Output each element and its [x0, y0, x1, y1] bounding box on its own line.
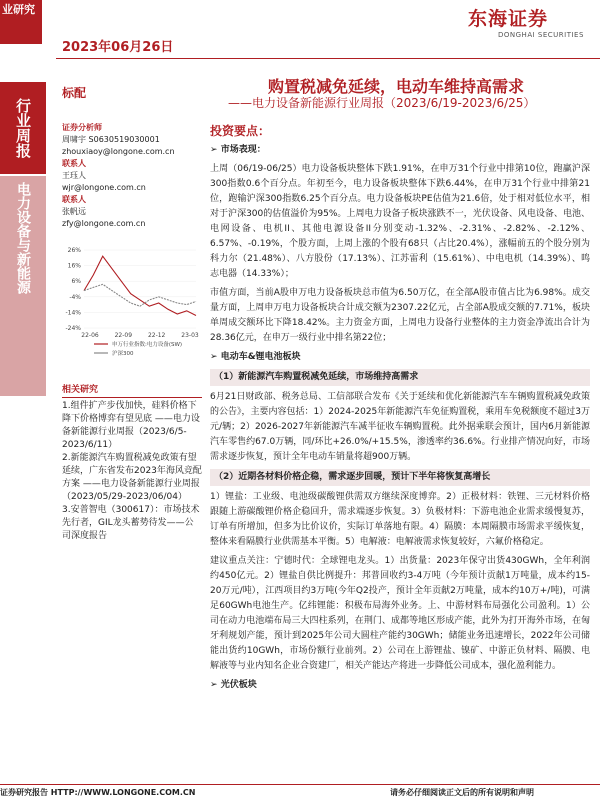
- contact-email: zfy@longone.com.cn: [62, 219, 146, 228]
- report-type-tag: 业研究: [0, 0, 42, 44]
- logo-cn: 东海证券: [468, 8, 549, 30]
- x-tick-label: 23-03: [181, 332, 199, 339]
- related-research: [62, 384, 202, 543]
- contact-label: 联系人: [62, 195, 86, 204]
- x-tick-label: 22-06: [81, 332, 99, 339]
- main-content: [210, 122, 590, 697]
- y-tick-label: -4%: [69, 293, 81, 301]
- rating-label: 标配: [62, 86, 87, 100]
- company-logo: [468, 4, 598, 44]
- footer-right: 请务必仔细阅读正文后的所有说明和声明: [390, 788, 534, 797]
- paragraph: 6月21日财政部、税务总局、工信部联合发布《关于延续和优化新能源汽车车辆购置税减免政策的公告》，主要内容包括：1）2024-2025年新能源汽车免征购置税，乘用车免税额度不超过3万元/辆；2）2026-2027年新能源汽车减半征收车辆购置税。此外据乘联会预计，国内6月新能源汽车零售约67.0万辆，同/环比+26.0%/+15.5%，渗透率约36.6%。行业排产情况向好，市场需求逐步恢复，预计全年电动车销量将超900万辆。: [210, 392, 591, 462]
- page-subtitle: ——电力设备新能源行业周报（2023/6/19-2023/6/25）: [228, 96, 536, 110]
- related-item[interactable]: 3.安普智电（300617）：市场技术先行者，GIL龙头蓄势待发——公司深度报告: [62, 505, 200, 541]
- contact-name: 张帆远: [62, 207, 86, 216]
- subheading: （2）近期各材料价格企稳，需求逐步回暖，预计下半年将恢复高增长: [210, 469, 590, 486]
- footer-divider: [0, 784, 600, 785]
- related-item[interactable]: 2.新能源汽车购置税减免政策有望延续，广东省发布2023年海风竞配方案 ——电力设备新能源行业周报（2023/05/29-2023/06/04）: [62, 453, 202, 502]
- analyst-email: zhouxiaoy@longone.com.cn: [62, 147, 175, 156]
- analyst-label: 证券分析师: [62, 123, 102, 132]
- footer-left[interactable]: 证券研究报告 HTTP://WWW.LONGONE.COM.CN: [0, 788, 196, 797]
- paragraph: 建议重点关注：宁德时代：全球锂电龙头。1）出货量：2023年保守出货430GWh，全年利润约450亿元。2）锂盐自供比例提升：邦普回收约3-4万吨（今年预计贡献1万吨量，成本约15-20万元/吨），江西项目约3万吨(今年Q2投产，预计全年贡献2万吨量，成本约10万+/吨)，可满足60GWh电池生产。亿纬锂能：积极布局海外业务。上、中游材料布局强化公司盈利。1）公司在动力电池端布局三大四柱系列，在荆门、成都等地区形成产能，此外为打开海外市场，在匈牙利规划产能，预计到2025年公司大圆柱产能约30GWh；储能业务迅速增长，2022年公司储能出货约10GWh，市场份额行业前列。2）公司在上游锂盐、镍矿、中游正负材料、隔膜、电解液等与业内知名企业合资建厂，相关产能达产将进一步降低公司成本，强化盈利能力。: [210, 556, 590, 671]
- subheading: （1）新能源汽车购置税减免延续，市场维持高需求: [210, 369, 590, 386]
- paragraph: 上周（06/19-06/25）电力设备板块整体下跌1.91%，在申万31个行业中排第10位，跑赢沪深300指数0.6个百分点。年初至今，电力设备板块整体下跌6.44%，在申万31个行业中排第21位，跑输沪深300指数6.25个百分点。电力设备板块PE估值为21.6倍，处于相对低位水平，相对于沪深300的估值溢价为95%。上周电力设备子板块涨跌不一，光伏设备、风电设备、电池、电网设备、电机II、其他电源设备II分别变动-1.32%、-2.31%、-2.82%、-2.12%、6.57%、-0.19%，个股方面，上周上涨的个股有68只（占比20.4%），涨幅前五的个股分别为科力尔（21.48%）、八方股份（17.13%）、江苏雷利（15.61%）、中电电机（14.39%）、鸣志电器（14.33%）；: [210, 164, 590, 279]
- x-tick-label: 22-12: [147, 332, 166, 339]
- analyst-info: [62, 122, 202, 230]
- legend-label: 沪深300: [112, 351, 134, 357]
- analyst-name: 周啸宇 S0630519030001: [62, 135, 160, 144]
- y-tick-label: 16%: [67, 262, 81, 270]
- page-title: 购置税减免延续，电动车维持高需求: [267, 77, 524, 96]
- left-side-band: [0, 82, 46, 782]
- y-tick-label: 26%: [67, 247, 81, 254]
- paragraph: 市值方面，当前A股申万电力设备板块总市值为6.50万亿，在全部A股市值占比为6.98%。成交量方面，上周申万电力设备板块合计成交额为2307.22亿元，占全部A股成交额的7.71%，板块单周成交额环比下降18.42%。主力资金方面，上周电力设备行业整体的主力资金净流出合计为28.36亿元，在申万一级行业中排名第22位；: [210, 288, 590, 343]
- x-tick-label: 22-09: [114, 332, 133, 339]
- performance-chart: [58, 244, 204, 374]
- ev-heading: ➢ 电动车&锂电池板块: [210, 350, 590, 365]
- header-divider: [56, 58, 600, 59]
- contact-email: wjr@longone.com.cn: [62, 183, 146, 192]
- pv-heading: ➢ 光伏板块: [210, 678, 590, 693]
- contact-name: 王珏人: [62, 171, 86, 180]
- y-tick-label: -14%: [65, 309, 81, 317]
- legend-label: 申万行业指数:电力设备(SW): [112, 342, 183, 348]
- market-heading: ➢ 市场表现：: [210, 143, 590, 158]
- report-date: 2023年06月26日: [62, 40, 174, 55]
- series-line: [84, 284, 196, 306]
- contact-label: 联系人: [62, 159, 86, 168]
- band-report-type: 行业周报: [0, 82, 46, 174]
- related-item[interactable]: 1.组件扩产步伐加快，硅料价格下降下价格博弈有望见底 ——电力设备新能源行业周报（2023/6/5-2023/6/11）: [62, 401, 200, 450]
- y-tick-label: -24%: [65, 325, 81, 332]
- band-industry: 电力设备与新能源: [0, 176, 46, 396]
- y-tick-label: 6%: [71, 278, 81, 286]
- paragraph: 1）锂盐：工业级、电池级碳酸锂供需双方继续深度博弈。2）正极材料：铁锂、三元材料价格跟随上游碳酸锂价格企稳回升，需求端逐步恢复。3）负极材料：下游电池企业需求缓慢复苏，订单有所增加，但多为比价议价，实际订单落地有限。4）隔膜：本周隔膜市场需求平缓恢复，整体来看隔膜行业供需基本平衡。5）电解液：电解液需求恢复较好，六氟价格稳定。: [210, 492, 590, 547]
- related-heading: 相关研究: [62, 384, 202, 398]
- section-title: 投资要点：: [210, 124, 271, 138]
- logo-en: DONGHAI SECURITIES: [498, 31, 584, 39]
